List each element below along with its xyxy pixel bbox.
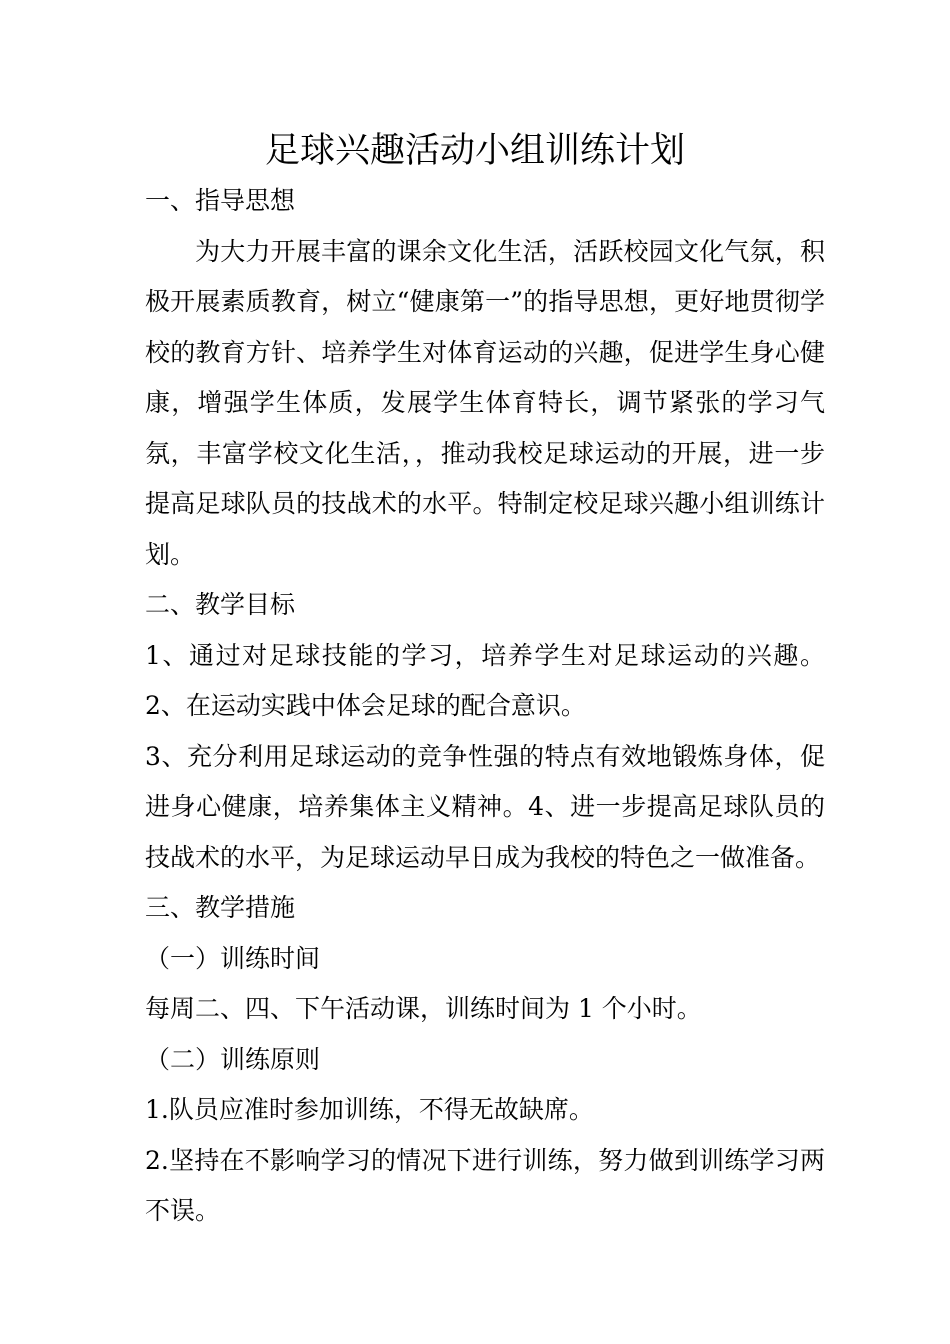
text-training-time: 每周二、四、下午活动课，训练时间为 1 个小时。 bbox=[145, 994, 702, 1023]
rule-item-2: 2.坚持在不影响学习的情况下进行训练，努力做到训练学习两不误。 bbox=[145, 1145, 825, 1225]
paragraph-guiding-thought: 为大力开展丰富的课余文化生活，活跃校园文化气氛，积极开展素质教育，树立“健康第一”的指导思想，更好地贯彻学校的教育方针、培养学生对体育运动的兴趣，促进学生身心健康，增强学生体质，发展学生体育特长，调节紧张的学习气氛，丰富学校文化生活，，推动我校足球运动的开展，进一步提高足球队员的技战术的水平。特制定校足球兴趣小组训练计划。 bbox=[145, 236, 825, 569]
section-heading-teaching-measures: 三、教学措施 bbox=[145, 893, 296, 922]
goal-item-1-2: 1、通过对足球技能的学习，培养学生对足球运动的兴趣。 2、在运动实践中体会足球的配合意识。 bbox=[145, 640, 825, 720]
goal-item-3-4: 3、充分利用足球运动的竞争性强的特点有效地锻炼身体，促进身心健康，培养集体主义精神。4、进一步提高足球队员的技战术的水平，为足球运动早日成为我校的特色之一做准备。 bbox=[145, 741, 825, 872]
subheading-training-principles: （二）训练原则 bbox=[145, 1044, 321, 1074]
document-body bbox=[145, 176, 825, 1237]
subheading-training-time: （一）训练时间 bbox=[145, 943, 321, 973]
rule-item-1: 1.队员应准时参加训练，不得无故缺席。 bbox=[145, 1095, 594, 1124]
document-title: 足球兴趣活动小组训练计划 bbox=[264, 131, 685, 171]
section-heading-teaching-goals: 二、教学目标 bbox=[145, 590, 296, 619]
section-heading-guiding-thought: 一、指导思想 bbox=[145, 186, 296, 215]
